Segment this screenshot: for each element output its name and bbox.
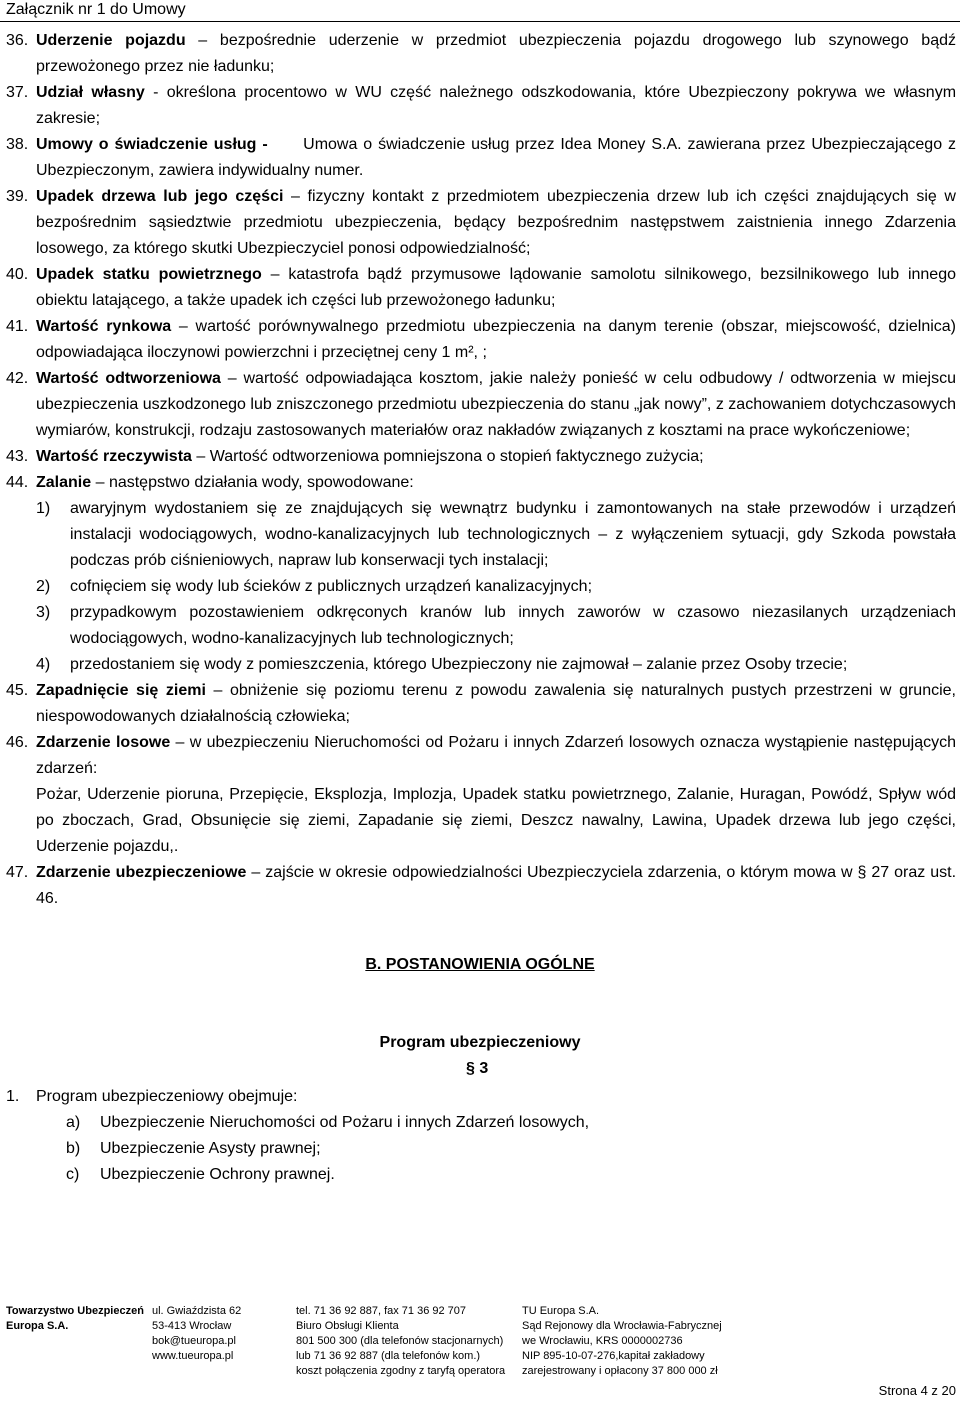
- header-divider: [0, 21, 960, 22]
- definition-term: Wartość odtworzeniowa: [36, 370, 221, 387]
- definition-term: Upadek drzewa lub jego części: [36, 188, 284, 205]
- definition-term: Udział własny: [36, 84, 145, 101]
- definition-item: 43. Wartość rzeczywista – Wartość odtworzeniowa pomniejszona o stopień faktycznego zużycia;: [6, 448, 704, 465]
- definition-item: 39. Upadek drzewa lub jego części – fizyczny kontakt z przedmiotem ubezpieczenia drzew lub ich części znajdujących się w bezpośrednim sąsiedztwie przedmiotu ubezpieczenia, będący bezpośrednim następstwem zaistnienia innego Zdarzenia losowego, za którego skutki Ubezpieczyciel ponosi odpowiedzialność;: [6, 188, 956, 257]
- definition-term: Uderzenie pojazdu: [36, 32, 186, 49]
- footer-address: ul. Gwiaździsta 62 53-413 Wrocław bok@tueuropa.pl www.tueuropa.pl: [152, 1305, 242, 1362]
- definition-term: Zdarzenie ubezpieczeniowe: [36, 864, 247, 881]
- sub-list-item: 4) przedostaniem się wody z pomieszczenia, którego Ubezpieczony nie zajmował – zalanie przez Osoby trzecie;: [36, 656, 848, 673]
- program-list: [66, 1110, 946, 1188]
- page-number: Strona 4 z 20: [878, 1383, 956, 1398]
- definition-item: 41. Wartość rynkowa – wartość porównywalnego przedmiotu ubezpieczenia na danym terenie (obszar, miejscowość, dzielnica) odpowiadająca iloczynowi powierzchni i przeciętnej ceny 1 m², ;: [6, 318, 957, 361]
- definition-item: 38. Umowy o świadczenie usług - Umowa o świadczenie usług przez Idea Money S.A. zawierana przez Ubezpieczającego z Ubezpieczonym, zawiera indywidualny numer.: [6, 136, 957, 179]
- definition-item: 47. Zdarzenie ubezpieczeniowe – zajście w okresie odpowiedzialności Ubezpieczyciela zdarzenia, o którym mowa w § 27 oraz ust. 46.: [6, 864, 957, 907]
- program-item: b) Ubezpieczenie Asysty prawnej;: [66, 1140, 321, 1157]
- definition-term: Upadek statku powietrznego: [36, 266, 262, 283]
- footer-contact: tel. 71 36 92 887, fax 71 36 92 707 Biuro Obsługi Klienta 801 500 300 (dla telefonów stacjonarnych) lub 71 36 92 887 (dla telefonów kom.) koszt połączenia zgodny z taryfą operatora: [296, 1305, 506, 1377]
- definition-term: Wartość rynkowa: [36, 318, 172, 335]
- definition-term: Zdarzenie losowe: [36, 734, 171, 751]
- sub-list-item: 3) przypadkowym pozostawieniem odkręconych kranów lub innych zaworów w czasowo niezasilanych urządzeniach wodociągowych, wodno-kanalizacyjnych lub technologicznych;: [36, 604, 956, 647]
- document-header: Załącznik nr 1 do Umowy: [6, 1, 186, 18]
- definition-item: 45. Zapadnięcie się ziemi – obniżenie się poziomu terenu z powodu zawalenia się naturalnych pustych przestrzeni w gruncie, niespowodowanych działalnością człowieka;: [6, 682, 956, 725]
- sub-list-item: 2) cofnięciem się wody lub ścieków z publicznych urządzeń kanalizacyjnych;: [36, 578, 593, 595]
- definition-item: 36. Uderzenie pojazdu – bezpośrednie uderzenie w przedmiot ubezpieczenia pojazdu drogowego lub szynowego bądź przewożonego przez nie ładunku;: [6, 32, 956, 75]
- definition-item: 46. Zdarzenie losowe – w ubezpieczeniu Nieruchomości od Pożaru i innych Zdarzeń losowych oznacza wystąpienie następujących zdarzeń: Pożar, Uderzenie pioruna, Przepięcie, Eksplozja, Implozja, Upadek statku powietrznego, Zalanie, Huragan, Powódź, Spływ wód po zboczach, Grad, Obsunięcie się ziemi, Zapadanie się ziemi, Deszcz nawalny, Lawina, Upadek drzewa lub jego części, Uderzenie pojazdu,.: [6, 730, 956, 860]
- definition-term: Zapadnięcie się ziemi: [36, 682, 206, 699]
- definition-item: 40. Upadek statku powietrznego – katastrofa bądź przymusowe lądowanie samolotu silnikowego, bezsilnikowego lub innego obiektu latającego, a także upadek ich części lub przewożonego ładunku;: [6, 266, 956, 309]
- program-item: c) Ubezpieczenie Ochrony prawnej.: [66, 1166, 335, 1183]
- definition-item: 44. Zalanie – następstwo działania wody, spowodowane: 1) awaryjnym wydostaniem się ze znajdujących się wewnątrz budynku i zamontowanych na stałe przewodów i urządzeń instalacji wodociągowych, wodno-kanalizacyjnych lub technologicznych – z wyłączeniem sytuacji, gdy Szkoda powstała podczas prób ciśnieniowych, napraw lub konserwacji tych instalacji; 2) cofnięciem się wody lub ścieków z publicznych urządzeń kanalizacyjnych; 3) przypadkowym pozostawieniem odkręconych kranów lub innych zaworów w czasowo niezasilanych urządzeniach wodociągowych, wodno-kanalizacyjnych lub technologicznych; 4) przedostaniem się wody z pomieszczenia, którego Ubezpieczony nie zajmował – zalanie przez Osoby trzecie;: [6, 470, 956, 678]
- section-title: B. POSTANOWIENIA OGÓLNE: [365, 956, 595, 973]
- program-title: Program ubezpieczeniowy: [379, 1034, 581, 1051]
- program-intro: 1. Program ubezpieczeniowy obejmuje:: [6, 1088, 298, 1105]
- definition-item: 37. Udział własny - określona procentowo w WU część należnego odszkodowania, które Ubezpieczony pokrywa we własnym zakresie;: [6, 84, 957, 127]
- definition-item: 42. Wartość odtworzeniowa – wartość odpowiadająca kosztom, jakie należy ponieść w celu odbudowy / odtworzenia w miejscu ubezpieczenia uszkodzonego lub zniszczonego przedmiotu ubezpieczenia do stanu „jak nowy”, z zachowaniem dotychczasowych wymiarów, konstrukcji, rodzaju zastosowanych materiałów oraz nakładów związanych z kosztami na prace wykończeniowe;: [6, 370, 956, 439]
- footer-company: Towarzystwo Ubezpieczeń Europa S.A.: [6, 1305, 144, 1332]
- sub-list-item: 1) awaryjnym wydostaniem się ze znajdujących się wewnątrz budynku i zamontowanych na stałe przewodów i urządzeń instalacji wodociągowych, wodno-kanalizacyjnych lub technologicznych – z wyłączeniem sytuacji, gdy Szkoda powstała podczas prób ciśnieniowych, napraw lub konserwacji tych instalacji;: [36, 500, 956, 569]
- definition-term: Umowy o świadczenie usług -: [36, 136, 268, 153]
- definition-term: Wartość rzeczywista: [36, 448, 192, 465]
- definition-term: Zalanie: [36, 474, 92, 491]
- paragraph-mark: § 3: [466, 1060, 489, 1077]
- program-section: [6, 1084, 946, 1188]
- footer-registry: TU Europa S.A. Sąd Rejonowy dla Wrocławia-Fabrycznej we Wrocławiu, KRS 0000002736 NIP 895-10-07-276,kapitał zakładowy zarejestrowany i opłacony 37 800 000 zł: [522, 1305, 722, 1377]
- program-item: a) Ubezpieczenie Nieruchomości od Pożaru i innych Zdarzeń losowych,: [66, 1114, 590, 1131]
- event-list: Pożar, Uderzenie pioruna, Przepięcie, Eksplozja, Implozja, Upadek statku powietrznego, Zalanie, Huragan, Powódź, Spływ wód po zboczach, Grad, Obsunięcie się ziemi, Zapadanie się ziemi, Deszcz nawalny, Lawina, Upadek drzewa lub jego części, Uderzenie pojazdu,.: [36, 786, 956, 855]
- definitions-list: [6, 28, 956, 912]
